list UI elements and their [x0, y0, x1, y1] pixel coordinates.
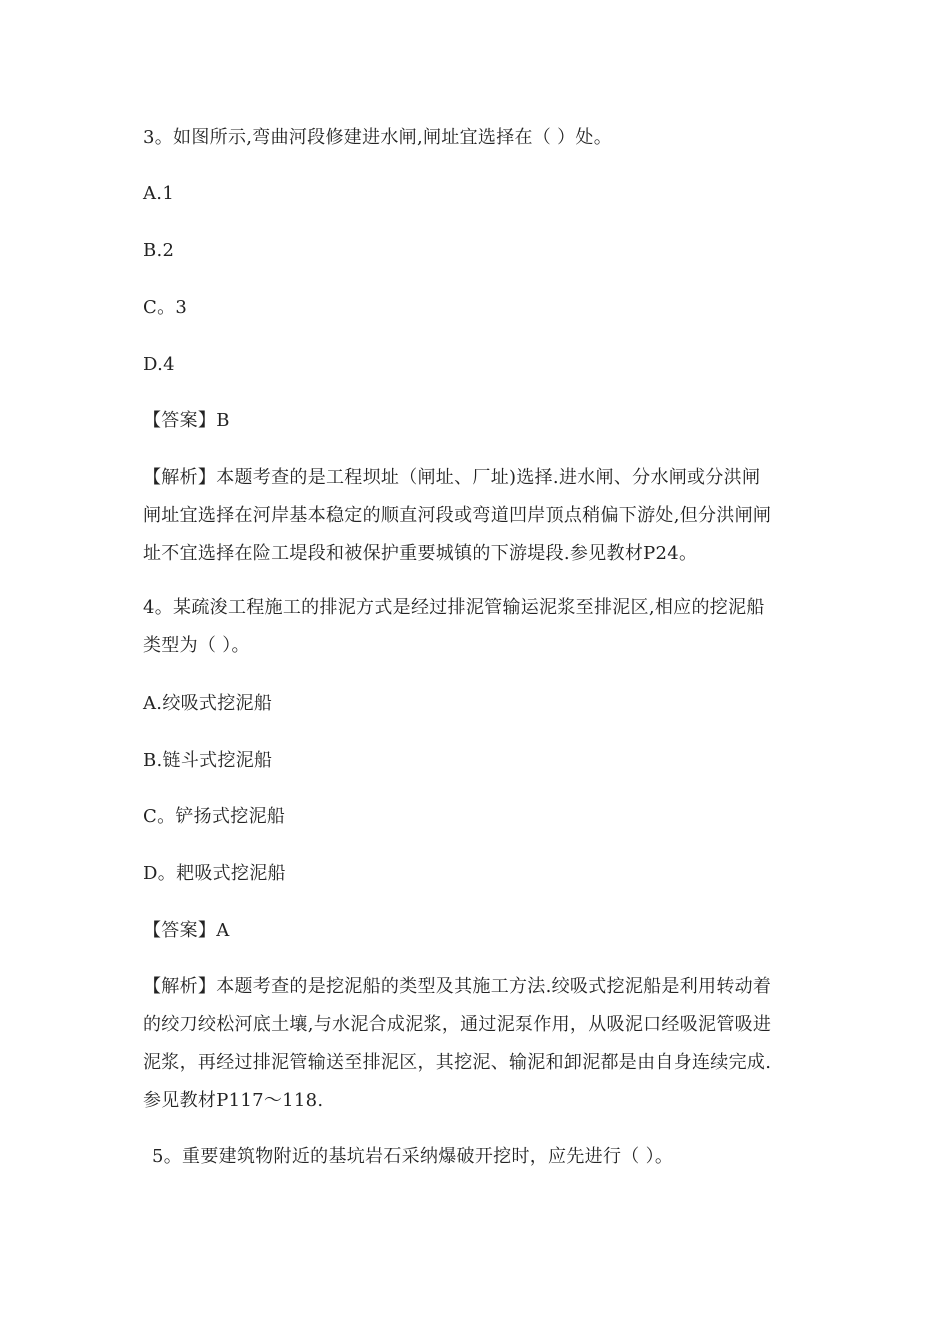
- question-line: 4。某疏浚工程施工的排泥方式是经过排泥管输运泥浆至排泥区,相应的挖泥船: [143, 597, 765, 618]
- question-4-text: [143, 589, 813, 665]
- question-5-text: 5。重要建筑物附近的基坑岩石采纳爆破开挖时，应先进行（ ）。: [152, 1146, 674, 1167]
- question-4-option-c: C。铲扬式挖泥船: [143, 806, 286, 827]
- question-3-option-b: B.2: [143, 240, 175, 261]
- question-3-option-c: C。3: [143, 297, 188, 318]
- analysis-line: 【解析】本题考查的是工程坝址（闸址、厂址)选择.进水闸、分水闸或分洪闸: [143, 467, 761, 488]
- question-3-option-d: D.4: [143, 354, 175, 375]
- analysis-line: 泥浆，再经过排泥管输送至排泥区，其挖泥、输泥和卸泥都是由自身连续完成.: [143, 1052, 772, 1073]
- question-3-analysis: [143, 459, 813, 573]
- analysis-line: 的绞刀绞松河底土壤,与水泥合成泥浆，通过泥泵作用，从吸泥口经吸泥管吸进: [143, 1014, 772, 1035]
- question-3-answer: 【答案】B: [143, 410, 230, 431]
- question-4-option-b: B.链斗式挖泥船: [143, 750, 273, 771]
- analysis-line: 址不宜选择在险工堤段和被保护重要城镇的下游堤段.参见教材P24。: [143, 543, 698, 564]
- question-4-option-a: A.绞吸式挖泥船: [143, 693, 273, 714]
- question-3-option-a: A.1: [143, 183, 175, 204]
- question-4-answer: 【答案】A: [143, 920, 230, 941]
- analysis-line: 参见教材P117～118.: [143, 1090, 324, 1111]
- analysis-line: 闸址宜选择在河岸基本稳定的顺直河段或弯道凹岸顶点稍偏下游处,但分洪闸闸: [143, 505, 772, 526]
- question-4-option-d: D。耙吸式挖泥船: [143, 863, 286, 884]
- question-4-analysis: [143, 968, 813, 1120]
- analysis-line: 【解析】本题考查的是挖泥船的类型及其施工方法.绞吸式挖泥船是利用转动着: [143, 976, 772, 997]
- question-3-text: 3。如图所示,弯曲河段修建进水闸,闸址宜选择在（ ）处。: [143, 127, 613, 148]
- question-line: 类型为（ ）。: [143, 635, 250, 656]
